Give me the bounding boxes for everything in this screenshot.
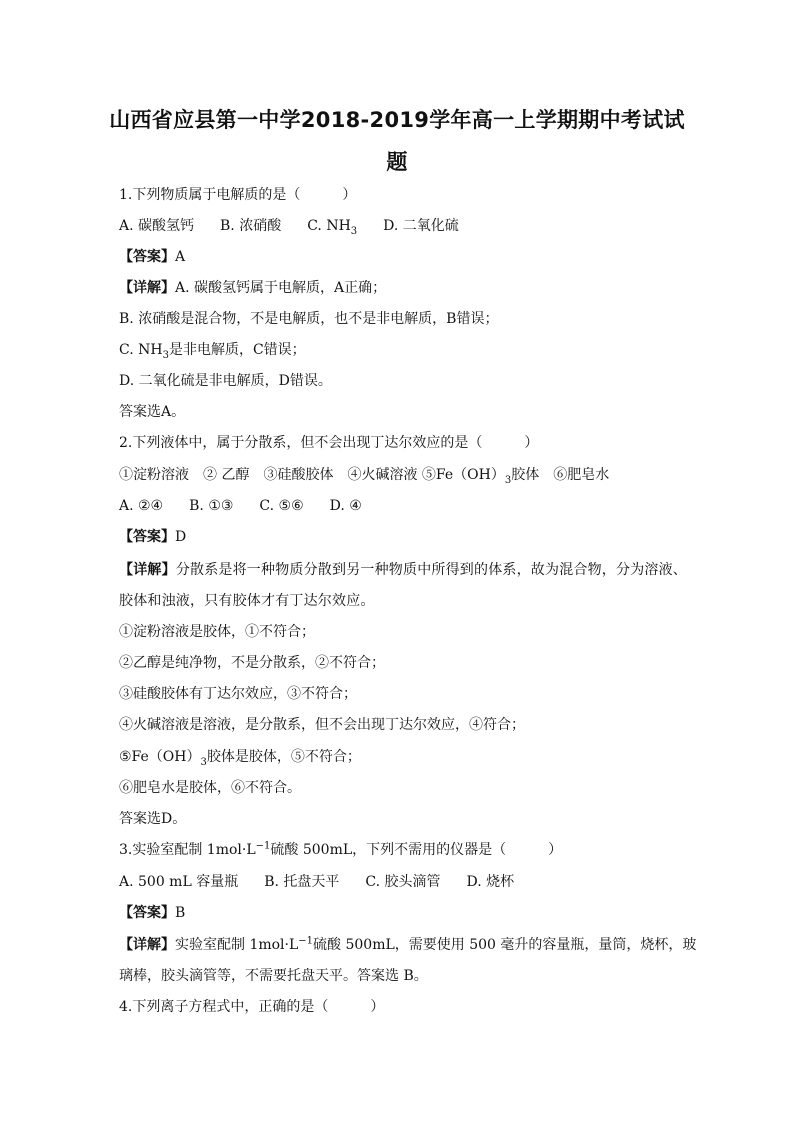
- detail-text: C. NH: [119, 342, 163, 358]
- subscript: 3: [504, 474, 512, 486]
- option-a: A. ②④: [119, 498, 164, 514]
- question-2-detail-8: ⑥肥皂水是胶体，⑥不符合。: [119, 780, 301, 796]
- option-c: [307, 217, 357, 235]
- detail-label: 【详解】: [119, 280, 175, 296]
- question-1-options: [119, 217, 459, 235]
- option-d: D. 烧杯: [466, 874, 515, 890]
- detail-label: 【详解】: [119, 562, 176, 578]
- question-1-stem: 1.下列物质属于电解质的是（ ）: [119, 187, 357, 203]
- question-2-detail-1: [119, 561, 687, 579]
- detail-label: 【详解】: [119, 937, 175, 953]
- detail-text: 硫酸 500mL，需要使用 500 毫升的容量瓶，量筒，烧杯，玻: [313, 937, 697, 953]
- question-3-stem: [119, 841, 562, 859]
- question-2-detail-4: ②乙醇是纯净物，不是分散系，②不符合；: [119, 655, 385, 671]
- option-b: B. 浓硝酸: [220, 218, 282, 234]
- question-2-stem: 2.下列液体中，属于分散系，但不会出现丁达尔效应的是（ ）: [119, 435, 539, 451]
- question-2-detail-6: ④火碱溶液是溶液，是分散系，但不会出现丁达尔效应，④符合；: [119, 717, 525, 733]
- document-title: 山西省应县第一中学2018-2019学年高一上学期期中考试试: [109, 108, 685, 132]
- stem-text: 3.实验室配制 1mol·L: [119, 842, 256, 858]
- question-1-detail-1: [119, 279, 386, 297]
- question-3-answer: [119, 904, 185, 922]
- items-text: 胶体 ⑥肥皂水: [511, 467, 610, 483]
- option-c: C. ⑤⑥: [259, 498, 304, 514]
- question-1-detail-2: B. 浓硝酸是混合物，不是电解质，也不是非电解质，B错误；: [119, 311, 499, 327]
- option-d: D. ④: [329, 498, 362, 514]
- superscript: −1: [255, 840, 271, 852]
- items-text: ①淀粉溶液 ② 乙醇 ③硅酸胶体 ④火碱溶液 ⑤Fe（OH）: [119, 467, 505, 483]
- detail-text: 实验室配制 1mol·L: [175, 937, 299, 953]
- superscript: −1: [298, 935, 314, 947]
- option-b: B. ①③: [189, 498, 234, 514]
- question-2-detail-2: 胶体和浊液，只有胶体才有丁达尔效应。: [119, 593, 375, 609]
- question-2-detail-3: ①淀粉溶液是胶体，①不符合；: [119, 624, 315, 640]
- detail-text: ⑤Fe（OH）: [119, 749, 201, 765]
- option-d: D. 二氧化硫: [383, 218, 459, 234]
- detail-text: 是非电解质，C错误；: [168, 342, 306, 358]
- option-c-text: C. NH: [307, 218, 351, 234]
- question-1-detail-3: [119, 341, 306, 359]
- question-1-answer: [119, 248, 185, 266]
- question-2-options: [119, 497, 362, 515]
- answer-label: 【答案】: [119, 529, 175, 545]
- detail-text: 胶体是胶体，⑤不符合；: [206, 749, 361, 765]
- question-1-conclusion: 答案选A。: [119, 404, 186, 420]
- question-2-detail-7: [119, 748, 361, 766]
- answer-value: A: [175, 249, 186, 265]
- question-3-options: [119, 873, 514, 891]
- detail-text: 分散系是将一种物质分散到另一种物质中所得到的体系，故为混合物，分为溶液、: [175, 562, 688, 578]
- answer-label: 【答案】: [119, 905, 175, 921]
- question-4-stem: 4.下列离子方程式中，正确的是（ ）: [119, 999, 385, 1015]
- question-1-detail-4: D. 二氧化硫是非电解质，D错误。: [119, 373, 332, 389]
- subscript: 3: [350, 225, 358, 237]
- subscript: 3: [200, 756, 207, 768]
- question-2-detail-5: ③硅酸胶体有丁达尔效应，③不符合；: [119, 686, 357, 702]
- question-2-answer: [119, 528, 186, 546]
- stem-text: 硫酸 500mL，下列不需用的仪器是（ ）: [270, 842, 563, 858]
- answer-label: 【答案】: [119, 249, 175, 265]
- answer-value: D: [175, 529, 187, 545]
- question-3-detail-2: 璃棒，胶头滴管等，不需要托盘天平。答案选 B。: [119, 968, 428, 984]
- answer-value: B: [175, 905, 186, 921]
- question-2-conclusion: 答案选D。: [119, 811, 187, 827]
- option-a: A. 碳酸氢钙: [119, 218, 195, 234]
- subscript: 3: [162, 349, 169, 361]
- option-b: B. 托盘天平: [264, 874, 340, 890]
- question-3-detail-1: [119, 936, 696, 954]
- question-2-items: [119, 466, 609, 484]
- document-title-continued: 题: [386, 150, 408, 174]
- option-a: A. 500 mL 容量瓶: [119, 874, 239, 890]
- detail-text: A. 碳酸氢钙属于电解质，A正确；: [175, 280, 387, 296]
- option-c: C. 胶头滴管: [365, 874, 441, 890]
